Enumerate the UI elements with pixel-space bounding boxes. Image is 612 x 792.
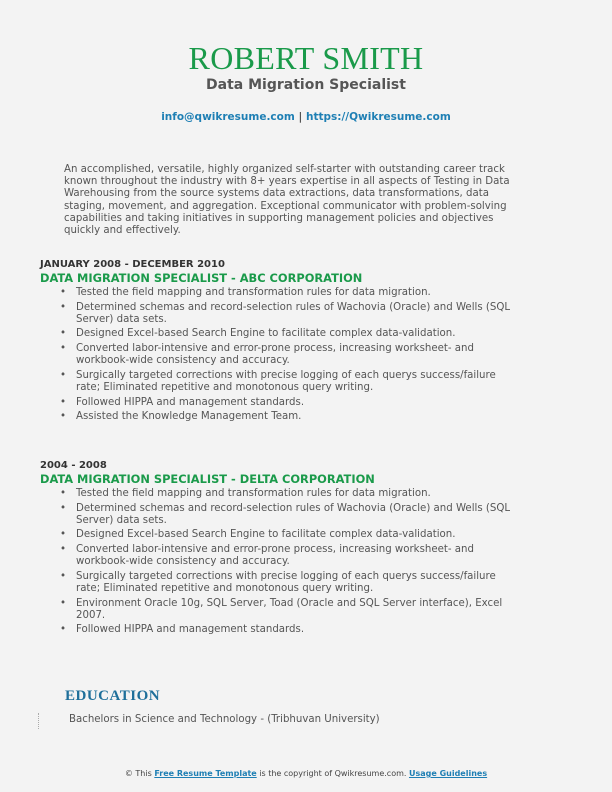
list-item: • Surgically targeted corrections with precise logging of each querys success/failure rate; Eliminated repetitive and monotonous query writing. <box>60 570 496 594</box>
bullet-icon: • <box>60 287 67 298</box>
job-heading: DATA MIGRATION SPECIALIST - ABC CORPORATION <box>40 271 363 285</box>
candidate-name: ROBERT SMITH <box>188 40 424 76</box>
education-item: Bachelors in Science and Technology - (Tribhuvan University) <box>69 714 380 725</box>
bullet-icon: • <box>60 488 67 499</box>
list-item: • Converted labor-intensive and error-prone process, increasing worksheet- and workbook-wide consistency and accuracy. <box>60 543 474 568</box>
list-item: • Tested the field mapping and transformation rules for data migration. <box>60 287 431 298</box>
list-item: • Determined schemas and record-selection rules of Wachovia (Oracle) and Wells (SQL Server) data sets. <box>60 502 511 526</box>
experience-entry-1 <box>40 259 530 426</box>
bullet-icon: • <box>60 369 67 381</box>
list-item: • Environment Oracle 10g, SQL Server, Toad (Oracle and SQL Server interface), Excel 2007. <box>60 597 503 621</box>
job-title: Data Migration Specialist <box>206 77 406 93</box>
bullet-icon: • <box>60 342 67 354</box>
free-resume-template-link[interactable]: Free Resume Template <box>154 769 257 778</box>
job-dates: JANUARY 2008 - DECEMBER 2010 <box>40 259 225 270</box>
bullet-icon: • <box>60 301 67 313</box>
list-item: • Designed Excel-based Search Engine to facilitate complex data-validation. <box>60 529 456 541</box>
bullet-icon: • <box>60 502 67 514</box>
job-dates: 2004 - 2008 <box>40 460 107 471</box>
list-item: • Surgically targeted corrections with precise logging of each querys success/failure rate; Eliminated repetitive and monotonous query writing. <box>60 369 496 393</box>
summary-paragraph: An accomplished, versatile, highly organized self-starter with outstanding career track known throughout the industry with 8+ years expertise in all aspects of Testing in Data Warehousing from the source systems data extractions, data transformations, data staging, movement, and aggregation. Exceptional communicator with problem-solving capabilities and taking initiatives in supporting management policies and objectives quickly and effectively. <box>64 164 510 237</box>
list-item: • Followed HIPPA and management standards. <box>60 624 305 636</box>
bullet-icon: • <box>60 411 67 423</box>
bullet-icon: • <box>60 396 67 408</box>
email-link[interactable]: info@qwikresume.com <box>161 111 295 123</box>
contact-separator: | <box>298 111 303 123</box>
list-item: • Assisted the Knowledge Management Team. <box>60 411 302 423</box>
footer-middle: is the copyright of Qwikresume.com. <box>259 769 407 778</box>
bullet-icon: • <box>60 543 67 555</box>
education-heading: EDUCATION <box>65 688 161 704</box>
job-bullets <box>40 287 530 423</box>
bullet-icon: • <box>60 328 67 340</box>
job-heading: DATA MIGRATION SPECIALIST - DELTA CORPORATION <box>40 472 375 486</box>
education-marker <box>38 713 40 729</box>
list-item: • Converted labor-intensive and error-prone process, increasing worksheet- and workbook-wide consistency and accuracy. <box>60 342 474 367</box>
footer <box>0 769 612 778</box>
job-bullets <box>40 488 530 637</box>
website-link[interactable]: https://Qwikresume.com <box>305 111 451 123</box>
footer-prefix: © This <box>124 769 152 778</box>
bullet-icon: • <box>60 529 67 541</box>
experience-entry-2 <box>40 460 530 639</box>
bullet-icon: • <box>60 624 67 636</box>
list-item: • Determined schemas and record-selection rules of Wachovia (Oracle) and Wells (SQL Server) data sets. <box>60 301 511 325</box>
usage-guidelines-link[interactable]: Usage Guidelines <box>408 769 488 778</box>
list-item: • Designed Excel-based Search Engine to facilitate complex data-validation. <box>60 328 456 340</box>
bullet-icon: • <box>60 570 67 582</box>
list-item: • Followed HIPPA and management standards. <box>60 396 305 408</box>
contact-line <box>0 111 612 123</box>
bullet-icon: • <box>60 597 67 609</box>
list-item: • Tested the field mapping and transformation rules for data migration. <box>60 488 431 499</box>
